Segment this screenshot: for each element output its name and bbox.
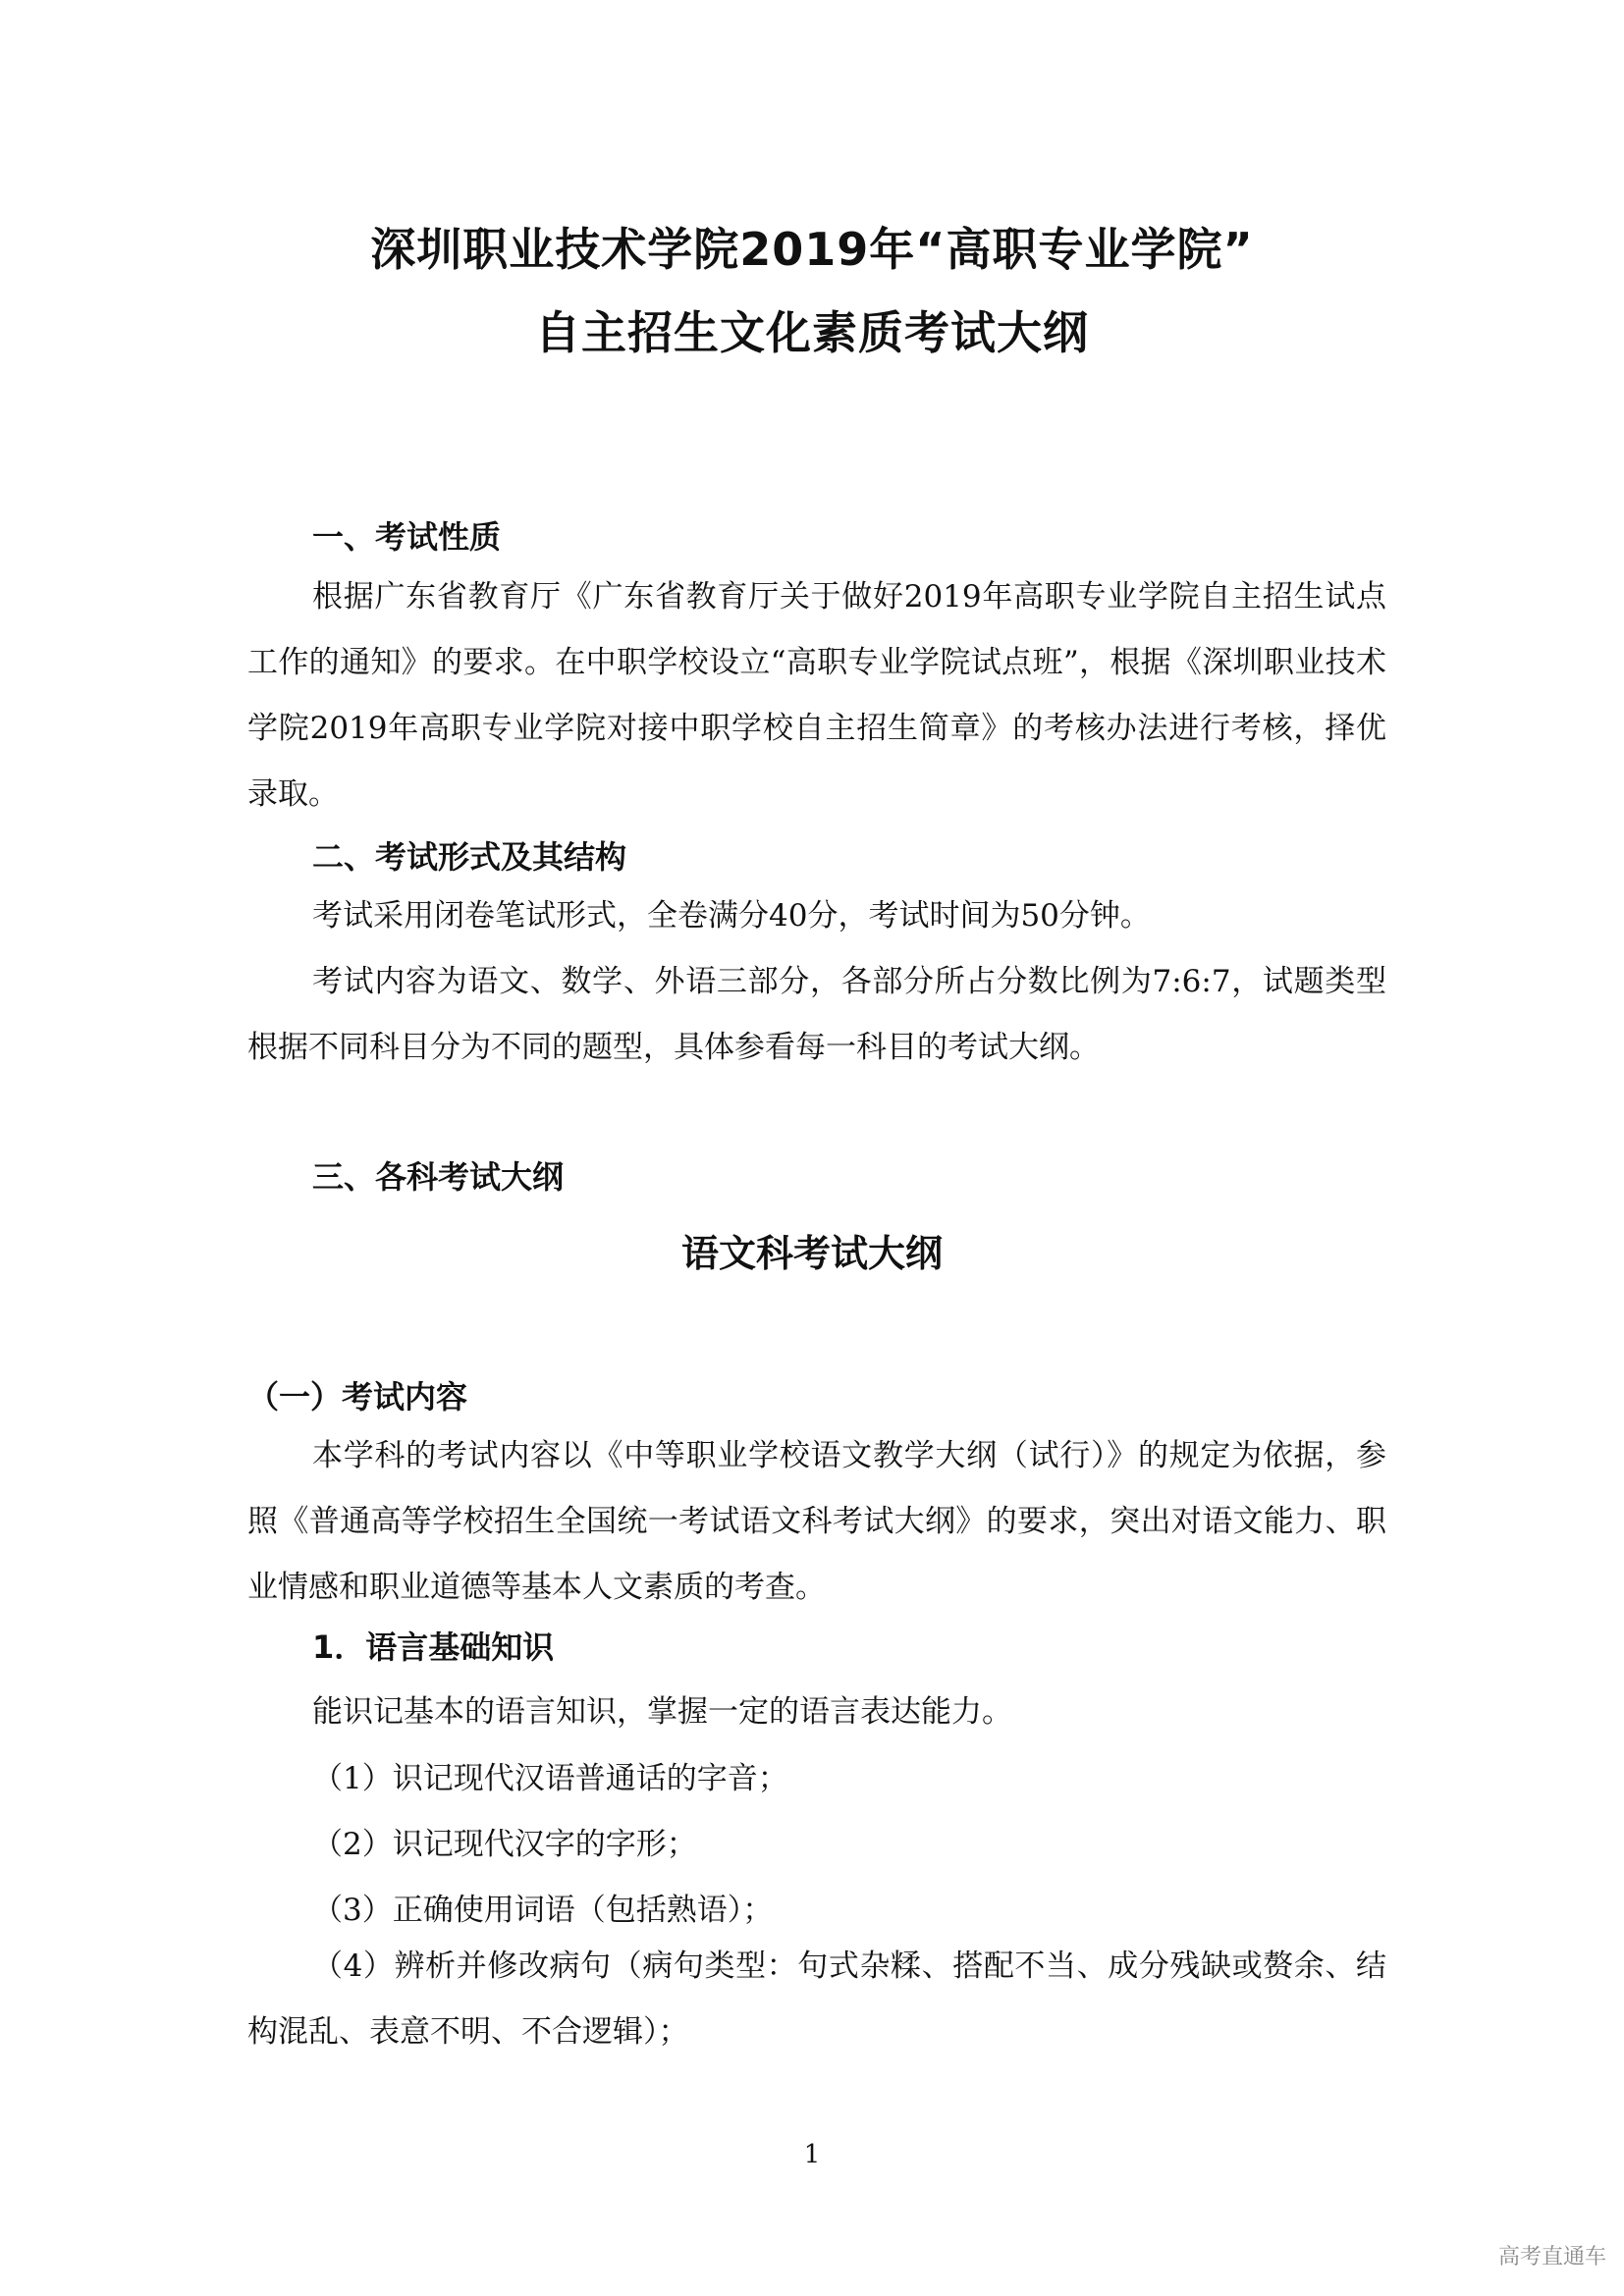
list-item-3: （3）正确使用词语（包括熟语）； bbox=[312, 1893, 774, 1928]
paragraph-exam-format-1: 考试采用闭卷笔试形式，全卷满分40分，考试时间为50分钟。 bbox=[312, 898, 1151, 934]
paragraph-exam-format-2: 考试内容为语文、数学、外语三部分，各部分所占分数比例为7:6:7，试题类型根据不同科目分为不同的题型，具体参看每一科目的考试大纲。 bbox=[247, 964, 1386, 1065]
subtitle-chinese-outline: 语文科考试大纲 bbox=[680, 1232, 943, 1275]
list-item-2: （2）识记现代汉字的字形； bbox=[312, 1827, 697, 1862]
watermark: 高考直通车 bbox=[1497, 2245, 1606, 2269]
heading-language-basics: 1．语言基础知识 bbox=[312, 1629, 555, 1666]
section-heading-exam-format: 二、考试形式及其结构 bbox=[312, 838, 627, 876]
paragraph-exam-nature: 根据广东省教育厅《广东省教育厅关于做好2019年高职专业学院自主招生试点工作的通知》的要求。在中职学校设立“高职专业学院试点班”，根据《深圳职业技术学院2019年高职专业学院对接中职学校自主招生简章》的考核办法进行考核，择优录取。 bbox=[247, 579, 1386, 812]
page-number: 1 bbox=[803, 2140, 821, 2169]
document-title-line-2: 自主招生文化素质考试大纲 bbox=[535, 306, 1089, 359]
section-heading-exam-nature: 一、考试性质 bbox=[312, 518, 502, 556]
section-heading-subject-outlines: 三、各科考试大纲 bbox=[312, 1158, 565, 1196]
text-language-basics-intro: 能识记基本的语言知识，掌握一定的语言表达能力。 bbox=[312, 1694, 1012, 1730]
list-item-1: （1）识记现代汉语普通话的字音； bbox=[312, 1761, 788, 1796]
document-title-line-1: 深圳职业技术学院2019年“高职专业学院” bbox=[370, 223, 1254, 276]
heading-exam-content: （一）考试内容 bbox=[247, 1378, 468, 1415]
paragraph-exam-content: 本学科的考试内容以《中等职业学校语文教学大纲（试行）》的规定为依据，参照《普通高等学校招生全国统一考试语文科考试大纲》的要求，突出对语文能力、职业情感和职业道德等基本人文素质的考查。 bbox=[247, 1438, 1386, 1605]
list-item-4: （4）辨析并修改病句（病句类型：句式杂糅、搭配不当、成分残缺或赘余、结构混乱、表意不明、不合逻辑）； bbox=[247, 1949, 1386, 2050]
